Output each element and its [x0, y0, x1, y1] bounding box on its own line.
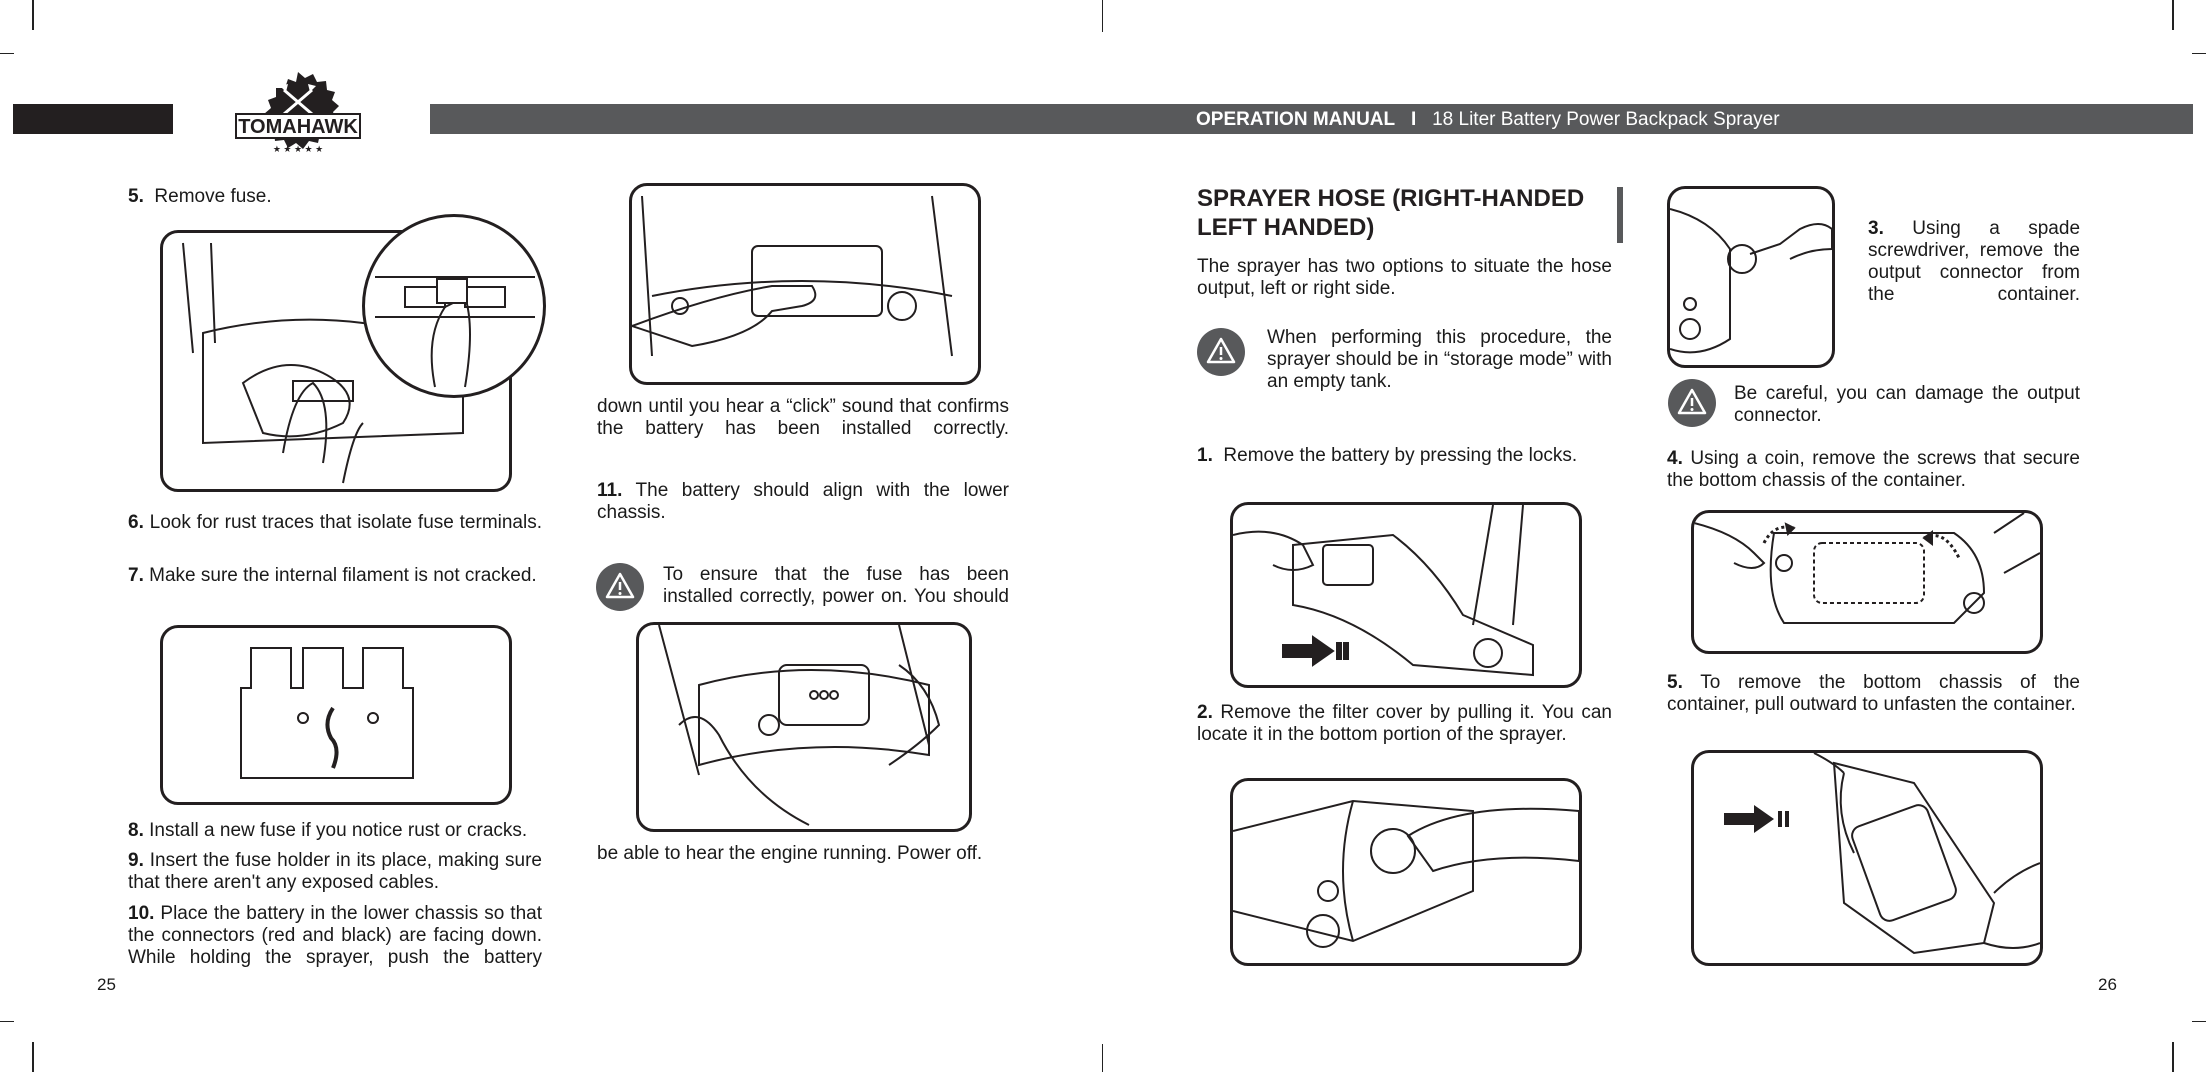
svg-text:★ ★ ★ ★ ★: ★ ★ ★ ★ ★: [272, 144, 324, 154]
warning-text: Be careful, you can damage the output connector.: [1734, 383, 2080, 426]
step-text: Remove fuse.: [154, 186, 272, 207]
step-6-rust-traces: [128, 512, 542, 534]
warning-power-off: [597, 843, 1017, 865]
warning-icon: [596, 563, 644, 611]
warning-icon: [1197, 328, 1245, 376]
fuse-closeup-circle: [362, 214, 546, 398]
header-title: [1196, 109, 1780, 131]
warning-power-on: [663, 564, 1009, 608]
page-number-left: 25: [97, 975, 116, 994]
crop-mark: [32, 1042, 34, 1072]
intro-text: [1197, 256, 1612, 300]
crop-mark: [2192, 1021, 2206, 1022]
section-title-bar: [1617, 187, 1623, 243]
step-number: 9.: [128, 850, 144, 871]
step-text: down until you hear a “click” sound that confirms the battery has been installed correctly.: [597, 396, 1009, 439]
product-name: 18 Liter Battery Power Backpack Sprayer: [1432, 109, 1780, 130]
crop-mark: [32, 0, 34, 30]
step-5-remove-fuse: [128, 186, 542, 208]
step-number: 1.: [1197, 445, 1213, 466]
step-text: Using a coin, remove the screws that secure the bottom chassis of the container.: [1667, 448, 2080, 491]
step-number: 5.: [1667, 672, 1683, 693]
step-number: 7.: [128, 565, 144, 586]
step-number: 5.: [128, 186, 144, 207]
section-title-line: LEFT HANDED): [1197, 214, 1375, 241]
crop-mark: [2192, 53, 2206, 54]
illustration-fuse: [160, 625, 512, 805]
step-text: Using a spade screwdriver, remove the output connector from the container.: [1868, 218, 2081, 305]
warning-damage-connector: [1734, 383, 2080, 427]
section-title-line: SPRAYER HOSE (RIGHT-HANDED: [1197, 185, 1585, 212]
step-3-spade-screwdriver: [1868, 218, 2080, 306]
illustration-filter-cover: [1230, 778, 1582, 966]
step-text: Remove the battery by pressing the locks.: [1223, 445, 1578, 466]
step-10-place-battery: [128, 903, 542, 969]
brand-logo: [230, 70, 366, 166]
page-number-right: 26: [2098, 975, 2117, 994]
header-bar-left: [13, 104, 173, 134]
step-text: Remove the filter cover by pulling it. You can locate it in the bottom portion of the sprayer.: [1197, 702, 1612, 745]
step-text: To remove the bottom chassis of the container, pull outward to unfasten the container.: [1667, 672, 2080, 715]
step-11-alignment: [597, 480, 1009, 524]
crop-mark: [2172, 1042, 2174, 1072]
manual-label: OPERATION MANUAL: [1196, 109, 1396, 130]
step-1-remove-battery: [1197, 445, 1617, 467]
step-text: Make sure the internal filament is not cracked.: [149, 565, 537, 586]
step-number: 6.: [128, 512, 144, 533]
step-text: Install a new fuse if you notice rust or cracks.: [149, 820, 528, 841]
step-text: Look for rust traces that isolate fuse terminals.: [149, 512, 542, 533]
crop-mark: [1102, 0, 1103, 32]
warning-text: When performing this procedure, the sprayer should be in “storage mode” with an empty tank.: [1267, 327, 1612, 392]
brand-logo-text: TOMAHAWK: [238, 116, 358, 138]
step-number: 11.: [597, 480, 623, 501]
header-separator: I: [1410, 109, 1417, 130]
crop-mark: [0, 1021, 14, 1022]
illustration-battery-aligned: [636, 622, 972, 832]
section-title: [1197, 184, 1584, 242]
step-4-coin-screws: [1667, 448, 2080, 492]
step-number: 2.: [1197, 702, 1213, 723]
crop-mark: [1102, 1044, 1103, 1072]
step-text: Insert the fuse holder in its place, making sure that there aren't any exposed cables.: [128, 850, 543, 893]
step-9-fuse-holder: [128, 850, 542, 894]
step-number: 4.: [1667, 448, 1683, 469]
illustration-pull-chassis: [1691, 750, 2043, 966]
step-10-continued: [597, 396, 1009, 440]
warning-icon: [1668, 379, 1716, 427]
step-7-filament: [128, 565, 558, 587]
step-number: 10.: [128, 903, 155, 924]
step-8-install-fuse: [128, 820, 558, 842]
illustration-battery-insert: [629, 183, 981, 385]
step-5-remove-chassis: [1667, 672, 2080, 716]
step-text: The battery should align with the lower chassis.: [597, 480, 1010, 523]
crop-mark: [2172, 0, 2174, 30]
warning-storage-mode: [1267, 327, 1612, 393]
crop-mark: [0, 53, 14, 54]
paragraph: The sprayer has two options to situate the hose output, left or right side.: [1197, 256, 1612, 299]
warning-text: To ensure that the fuse has been installed correctly, power on. You should: [663, 564, 1009, 607]
step-text: Place the battery in the lower chassis so that the connectors (red and black) are facing down. While holding the sprayer, push the battery: [128, 903, 542, 968]
illustration-remove-battery: [1230, 502, 1582, 688]
step-number: 8.: [128, 820, 144, 841]
warning-text: be able to hear the engine running. Power off.: [597, 843, 983, 864]
step-number: 3.: [1868, 218, 1884, 239]
illustration-bottom-chassis-screws: [1691, 510, 2043, 654]
illustration-output-connector: [1667, 186, 1835, 368]
step-2-filter-cover: [1197, 702, 1612, 746]
